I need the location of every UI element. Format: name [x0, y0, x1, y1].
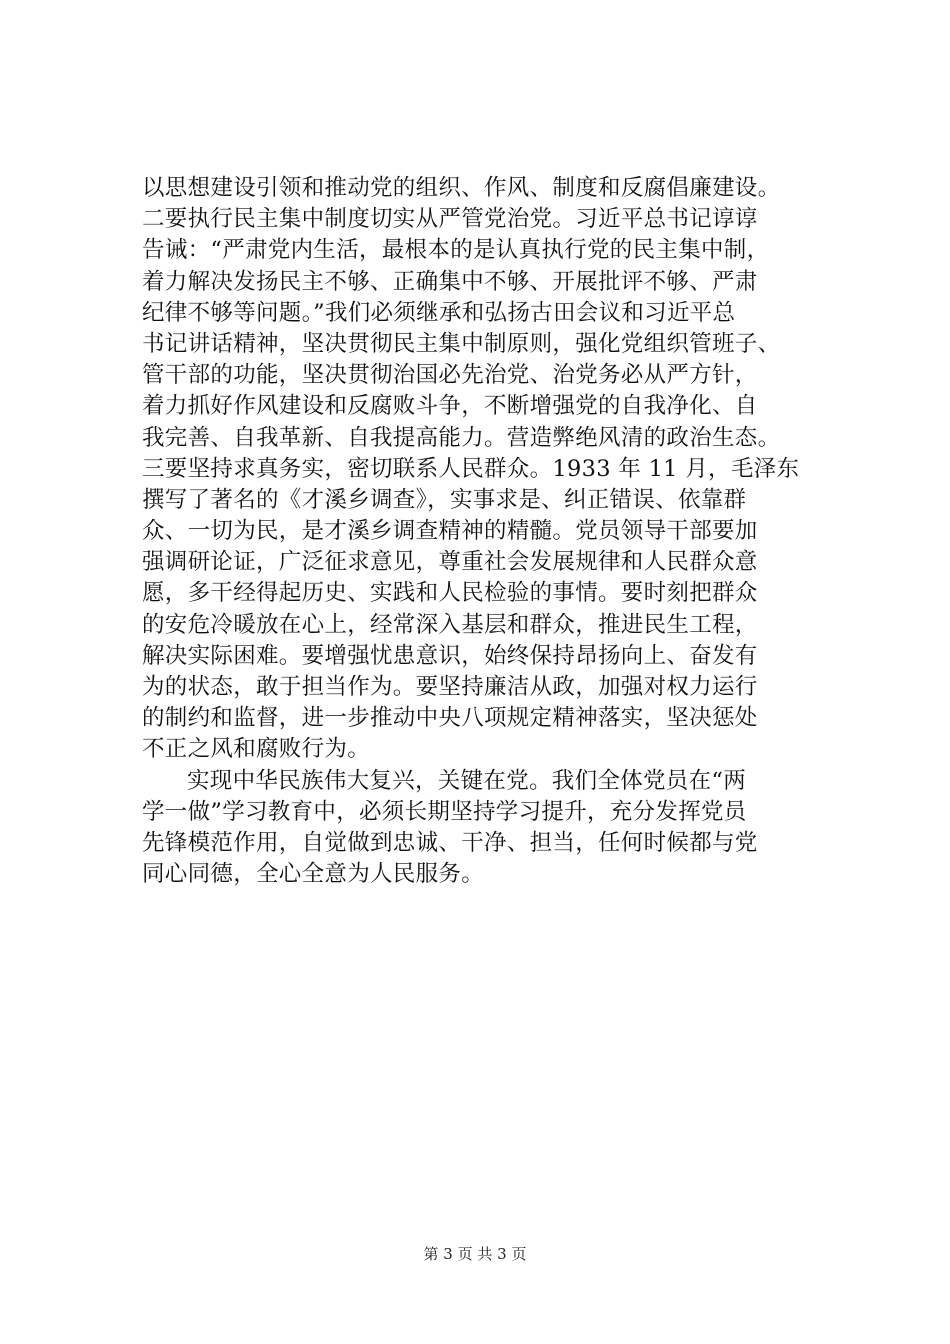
- text-line: 为的状态，敢于担当作为。要坚持廉洁从政，加强对权力运行: [142, 674, 758, 700]
- text-line: 二要执行民主集中制度切实从严管党治党。习近平总书记谆谆: [142, 206, 758, 233]
- text-line: 同心同德，全心全意为人民服务。: [142, 861, 485, 888]
- text-line: 众、一切为民，是才溪乡调查精神的精髓。党员领导干部要加: [142, 518, 758, 545]
- text-line: 强调研论证，广泛征求意见，尊重社会发展规律和人民群众意: [142, 549, 758, 576]
- text-line: 的安危冷暖放在心上，经常深入基层和群众，推进民生工程，: [142, 611, 758, 638]
- text-line: 撰写了著名的《才溪乡调查》，实事求是、纠正错误、依靠群: [142, 486, 747, 513]
- text-line: 愿，多干经得起历史、实践和人民检验的事情。要时刻把群众: [142, 580, 758, 607]
- text-line: 书记讲话精神，坚决贯彻民主集中制原则，强化党组织管班子、: [142, 330, 781, 357]
- text-line: 学一做”学习教育中，必须长期坚持学习提升，充分发挥党员: [142, 798, 747, 825]
- text-line: 的制约和监督，进一步推动中央八项规定精神落实，坚决惩处: [142, 705, 758, 732]
- document-body: [142, 173, 822, 890]
- text-line: 解决实际困难。要增强忧患意识，始终保持昂扬向上、奋发有: [142, 642, 758, 669]
- text-line: 不正之风和腐败行为。: [142, 736, 371, 763]
- text-line: 先锋模范作用，自觉做到忠诚、干净、担当，任何时候都与党: [142, 829, 758, 856]
- text-line: 三要坚持求真务实，密切联系人民群众。1933 年 11 月，毛泽东: [142, 455, 800, 482]
- text-line: 我完善、自我革新、自我提高能力。营造弊绝风清的政治生态。: [142, 424, 781, 451]
- text-line: 以思想建设引领和推动党的组织、作风、制度和反腐倡廉建设。: [142, 175, 781, 201]
- text-line: 管干部的功能，坚决贯彻治国必先治党、治党务必从严方针，: [142, 362, 758, 389]
- text-line: 着力抓好作风建设和反腐败斗争，不断增强党的自我净化、自: [142, 393, 758, 420]
- text-line: 纪律不够等问题。”我们必须继承和弘扬古田会议和习近平总: [142, 299, 736, 326]
- text-line: 着力解决发扬民主不够、正确集中不够、开展批评不够、严肃: [142, 268, 758, 295]
- page-number-footer: 第 3 页 共 3 页: [423, 1245, 527, 1263]
- paragraph-first-line: 实现中华民族伟大复兴，关键在党。我们全体党员在“两: [187, 767, 747, 794]
- text-line: 告诫：“严肃党内生活，最根本的是认真执行党的民主集中制，: [142, 237, 770, 264]
